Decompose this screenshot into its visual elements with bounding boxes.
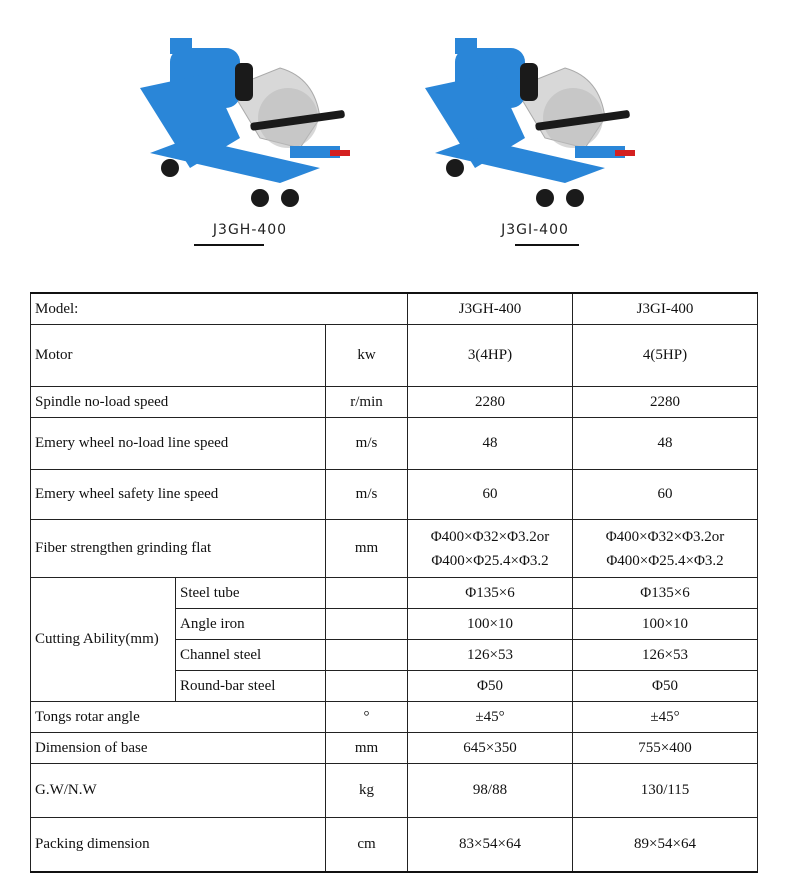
row-unit: cm xyxy=(326,818,408,872)
row-label: Motor xyxy=(31,325,326,387)
row-unit: m/s xyxy=(326,470,408,520)
row-value-a: 2280 xyxy=(408,387,573,418)
row-unit xyxy=(326,609,408,640)
cutting-group-label: Cutting Ability(mm) xyxy=(31,578,176,702)
table-row xyxy=(31,578,758,609)
row-value-a: 645×350 xyxy=(408,733,573,764)
row-value-b: 130/115 xyxy=(573,764,758,818)
product-caption: J3GI-400 xyxy=(501,222,569,238)
row-unit: kg xyxy=(326,764,408,818)
header-label: Model: xyxy=(31,293,408,325)
row-value-b: 100×10 xyxy=(573,609,758,640)
spec-table xyxy=(30,292,758,873)
row-value-b: 2280 xyxy=(573,387,758,418)
row-unit xyxy=(326,671,408,702)
row-value-b: 4(5HP) xyxy=(573,325,758,387)
value-line: Φ400×Φ25.4×Φ3.2 xyxy=(606,552,724,569)
cut-off-machine-image xyxy=(415,28,655,218)
product-card-j3gh xyxy=(130,28,370,253)
cutting-item-label: Angle iron xyxy=(176,609,326,640)
table-row xyxy=(31,325,758,387)
cutting-item-label: Round-bar steel xyxy=(176,671,326,702)
table-row xyxy=(31,818,758,872)
row-label: Fiber strengthen grinding flat xyxy=(31,520,326,578)
row-unit xyxy=(326,640,408,671)
row-unit: kw xyxy=(326,325,408,387)
row-unit: m/s xyxy=(326,418,408,470)
row-label: Packing dimension xyxy=(31,818,326,872)
value-line: Φ400×Φ25.4×Φ3.2 xyxy=(431,552,549,569)
row-unit: mm xyxy=(326,733,408,764)
cutting-item-label: Channel steel xyxy=(176,640,326,671)
row-value-a: 100×10 xyxy=(408,609,573,640)
row-value-a: 126×53 xyxy=(408,640,573,671)
row-value-b: ±45° xyxy=(573,702,758,733)
table-row xyxy=(31,418,758,470)
row-unit xyxy=(326,578,408,609)
table-row xyxy=(31,733,758,764)
row-value-a: 60 xyxy=(408,470,573,520)
row-label: Tongs rotar angle xyxy=(31,702,326,733)
row-value-b: 126×53 xyxy=(573,640,758,671)
cut-off-machine-image xyxy=(130,28,370,218)
row-value-b: 48 xyxy=(573,418,758,470)
header-model-a: J3GH-400 xyxy=(408,293,573,325)
product-card-j3gi xyxy=(415,28,655,253)
product-caption: J3GH-400 xyxy=(212,222,288,238)
row-value-a: 3(4HP) xyxy=(408,325,573,387)
row-value-b: 89×54×64 xyxy=(573,818,758,872)
cutting-item-label: Steel tube xyxy=(176,578,326,609)
value-line: Φ400×Φ32×Φ3.2or xyxy=(430,528,550,545)
row-unit: ° xyxy=(326,702,408,733)
row-value-a: Φ50 xyxy=(408,671,573,702)
row-value-a: 83×54×64 xyxy=(408,818,573,872)
row-value-b: 755×400 xyxy=(573,733,758,764)
row-unit: r/min xyxy=(326,387,408,418)
caption-underline xyxy=(194,244,264,246)
row-value-a: ±45° xyxy=(408,702,573,733)
row-unit: mm xyxy=(326,520,408,578)
table-row xyxy=(31,470,758,520)
table-row xyxy=(31,520,758,578)
caption-underline xyxy=(515,244,579,246)
row-value-a: 98/88 xyxy=(408,764,573,818)
row-value-b: 60 xyxy=(573,470,758,520)
table-header-row xyxy=(31,293,758,325)
row-value-a xyxy=(408,520,573,578)
row-label: Spindle no-load speed xyxy=(31,387,326,418)
row-value-b: Φ50 xyxy=(573,671,758,702)
row-value-b: Φ135×6 xyxy=(573,578,758,609)
row-label: Dimension of base xyxy=(31,733,326,764)
header-model-b: J3GI-400 xyxy=(573,293,758,325)
table-row xyxy=(31,387,758,418)
table-row xyxy=(31,764,758,818)
row-label: Emery wheel no-load line speed xyxy=(31,418,326,470)
row-value-b xyxy=(573,520,758,578)
table-row xyxy=(31,702,758,733)
row-value-a: Φ135×6 xyxy=(408,578,573,609)
row-value-a: 48 xyxy=(408,418,573,470)
row-label: Emery wheel safety line speed xyxy=(31,470,326,520)
value-line: Φ400×Φ32×Φ3.2or xyxy=(605,528,725,545)
row-label: G.W/N.W xyxy=(31,764,326,818)
